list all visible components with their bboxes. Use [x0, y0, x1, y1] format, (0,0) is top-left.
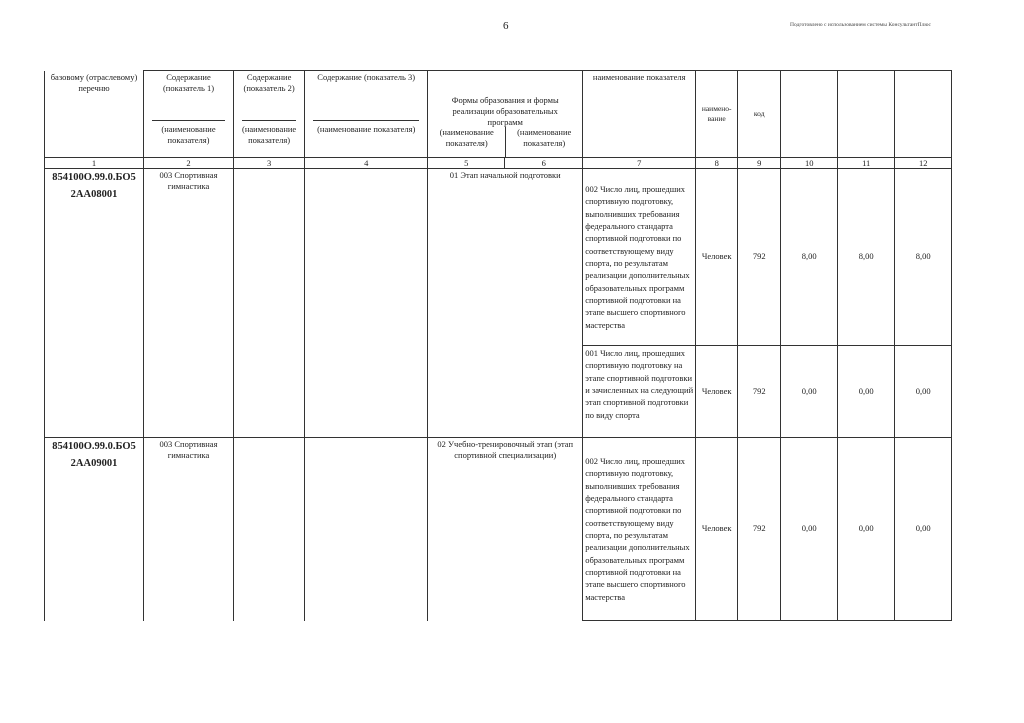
header-col2-bottom: (наименование показателя) [152, 120, 225, 146]
unit-name: Человек [696, 346, 738, 438]
header-col3 [234, 71, 305, 158]
column-number: 6 [505, 158, 583, 169]
header-col3-top: Содержание (показатель 2) [243, 72, 295, 94]
indicator-name: 001 Число лиц, прошедших спортивную подготовку на этапе спортивной подготовки и зачисленных на следующий этап спортивной подготовки по виду спорта [583, 346, 696, 438]
column-number: 1 [45, 158, 144, 169]
value-year-1: 0,00 [781, 346, 838, 438]
column-number-row [45, 158, 952, 169]
content-2 [234, 438, 305, 621]
header-row [45, 71, 952, 158]
header-col2-top: Содержание (показатель 1) [162, 72, 215, 94]
header-col9: код [738, 71, 781, 158]
column-number: 2 [144, 158, 234, 169]
header-col8: наимено-вание [696, 71, 738, 158]
header-col10 [781, 71, 838, 158]
value-year-3: 0,00 [895, 438, 952, 621]
header-col4 [305, 71, 428, 158]
value-year-1: 8,00 [781, 169, 838, 346]
header-col56-top: Формы образования и формы реализации образовательных программ [451, 95, 559, 128]
header-col3-bottom: (наименование показателя) [242, 120, 296, 146]
unit-code: 792 [738, 438, 781, 621]
content-1: 003 Спортивная гимнастика [144, 438, 234, 621]
consultant-note: Подготовлено с использованием системы КонсультантПлюс [790, 22, 931, 28]
unit-name: Человек [696, 169, 738, 346]
content-2 [234, 169, 305, 438]
content-3 [305, 438, 428, 621]
value-year-2: 8,00 [838, 169, 895, 346]
education-form: 01 Этап начальной подготовки [428, 169, 583, 438]
indicator-name: 002 Число лиц, прошедших спортивную подготовку, выполнивших требования федерального стандарта спортивной подготовки по соответствующему виду спорта, по результатам реализации дополнительных образовательных программ спортивной подготовки на этапе высшего спортивного мастерства [583, 438, 696, 621]
education-form: 02 Учебно-тренировочный этап (этап спортивной специализации) [428, 438, 583, 621]
column-number: 11 [838, 158, 895, 169]
column-number: 4 [305, 158, 428, 169]
registry-code: 854100О.99.0.БО5 2АА09001 [45, 438, 144, 621]
unit-code: 792 [738, 346, 781, 438]
column-number: 9 [738, 158, 781, 169]
header-col6-bottom: (наименование показателя) [517, 127, 572, 149]
header-col7: наименование показателя [583, 71, 696, 158]
unit-code: 792 [738, 169, 781, 346]
value-year-2: 0,00 [838, 438, 895, 621]
column-number: 8 [696, 158, 738, 169]
column-number: 5 [428, 158, 505, 169]
table-row [45, 169, 952, 346]
content-1: 003 Спортивная гимнастика [144, 169, 234, 438]
content-3 [305, 169, 428, 438]
header-col2 [144, 71, 234, 158]
column-number: 3 [234, 158, 305, 169]
page-number: 6 [503, 20, 509, 32]
header-col4-bottom: (наименование показателя) [313, 120, 419, 135]
column-number: 7 [583, 158, 696, 169]
value-year-3: 0,00 [895, 346, 952, 438]
indicators-table [44, 70, 952, 621]
header-col12 [895, 71, 952, 158]
unit-name: Человек [696, 438, 738, 621]
header-col56 [428, 71, 583, 158]
value-year-1: 0,00 [781, 438, 838, 621]
value-year-2: 0,00 [838, 346, 895, 438]
header-col5-bottom: (наименование показателя) [428, 127, 506, 157]
column-number: 12 [895, 158, 952, 169]
column-number: 10 [781, 158, 838, 169]
registry-code: 854100О.99.0.БО5 2АА08001 [45, 169, 144, 438]
indicator-name: 002 Число лиц, прошедших спортивную подготовку, выполнивших требования федерального стандарта спортивной подготовки по соответствующему виду спорта, по результатам реализации дополнительных образовательных программ спортивной подготовки на этапе высшего спортивного мастерства [583, 169, 696, 346]
header-col11 [838, 71, 895, 158]
header-col4-top: Содержание (показатель 3) [317, 72, 416, 82]
table-row [45, 438, 952, 621]
value-year-3: 8,00 [895, 169, 952, 346]
header-col1: базовому (отраслевому) перечню [45, 71, 144, 158]
